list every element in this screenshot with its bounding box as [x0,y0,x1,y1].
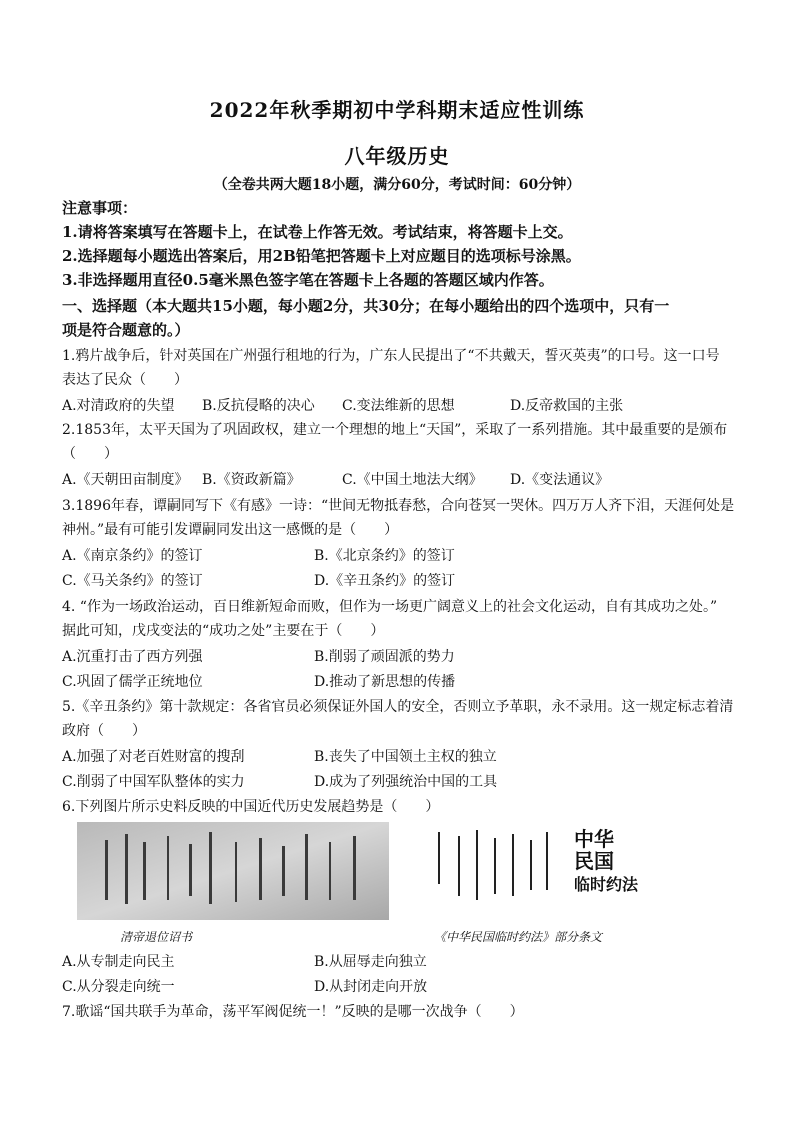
question-5-line-1: 5.《辛丑条约》第十款规定：各省官员必须保证外国人的安全，否则立予革职，永不录用。这一规定标志着清 [62,699,734,715]
question-4-option-b[interactable]: B.削弱了顽固派的势力 [314,649,455,665]
question-4-option-a[interactable]: A.沉重打击了西方列强 [62,649,203,665]
question-5-line-2: 政府（ ） [62,723,146,739]
edict-document-image [77,822,389,920]
question-5-option-a[interactable]: A.加强了对老百姓财富的搜刮 [62,749,245,765]
question-5-option-b[interactable]: B.丧失了中国领土主权的独立 [314,749,497,765]
notes-heading: 注意事项： [62,199,138,217]
question-1-option-b[interactable]: B.反抗侵略的决心 [202,398,315,414]
edict-texture-icon [77,822,389,920]
question-6-option-b[interactable]: B.从屈辱走向独立 [314,954,427,970]
image-caption-constitution: 《中华民国临时约法》部分条文 [434,930,603,944]
note-item-2: 2.选择题每小题选出答案后，用2B铅笔把答题卡上对应题目的选项标号涂黑。 [62,247,581,265]
question-4-option-c[interactable]: C.巩固了儒学正统地位 [62,674,203,690]
question-2-line-1: 2.1853年，太平天国为了巩固政权，建立一个理想的地上“天国”，采取了一系列措施。其中最重要的是颁布 [62,422,728,438]
exam-subject: 八年级历史 [344,144,450,168]
question-3-option-b[interactable]: B.《北京条约》的签订 [314,548,455,564]
question-3-option-d[interactable]: D.《辛丑条约》的签订 [314,573,456,589]
exam-title: 2022年秋季期初中学科期末适应性训练 [209,98,585,122]
question-3-line-1: 3.1896年春，谭嗣同写下《有感》一诗：“世间无物抵春愁，合向苍冥一哭休。四万万人齐下泪，天涯何处是 [62,498,735,514]
question-1-option-a[interactable]: A.对清政府的失望 [62,398,175,414]
question-4-line-2: 据此可知，戊戌变法的“成功之处”主要在于（ ） [62,623,385,639]
section-heading-line-1: 一、选择题（本大题共15小题，每小题2分，共30分；在每小题给出的四个选项中，只有一 [62,297,670,315]
question-3-option-c[interactable]: C.《马关条约》的签订 [62,573,203,589]
question-2-line-2: （ ） [62,446,118,462]
exam-info: （全卷共两大题18小题，满分60分，考试时间：60分钟） [213,177,581,193]
question-4-line-1: 4. “作为一场政治运动，百日维新短命而败，但作为一场更广阔意义上的社会文化运动，自有其成功之处。” [62,599,718,615]
section-heading-line-2: 项是符合题意的。） [62,321,190,339]
question-3-line-2: 神州。”最有可能引发谭嗣同发出这一感慨的是（ ） [62,522,399,538]
question-6-line-1: 6.下列图片所示史料反映的中国近代历史发展趋势是（ ） [62,799,440,815]
note-item-1: 1.请将答案填写在答题卡上，在试卷上作答无效。考试结束，将答题卡上交。 [62,223,573,241]
question-4-option-d[interactable]: D.推动了新思想的传播 [314,674,456,690]
constitution-heading: 中华 民国 临时约法 [574,827,639,894]
question-5-option-d[interactable]: D.成为了列强统治中国的工具 [314,774,498,790]
question-2-option-c[interactable]: C.《中国土地法大纲》 [342,472,483,488]
question-1-line-1: 1.鸦片战争后，针对英国在广州强行租地的行为，广东人民提出了“不共戴天，誓灭英夷”的口号。这一口号 [62,348,720,364]
question-2-option-a[interactable]: A.《天朝田亩制度》 [62,472,189,488]
question-1-option-d[interactable]: D.反帝救国的主张 [510,398,624,414]
question-2-option-d[interactable]: D.《变法通议》 [510,472,610,488]
question-1-option-c[interactable]: C.变法维新的思想 [342,398,455,414]
question-6-option-c[interactable]: C.从分裂走向统一 [62,979,175,995]
question-7-line-1: 7.歌谣“国共联手为革命，荡平军阀促统一！”反映的是哪一次战争（ ） [62,1004,524,1020]
question-2-option-b[interactable]: B.《资政新篇》 [202,472,301,488]
question-5-option-c[interactable]: C.削弱了中国军队整体的实力 [62,774,245,790]
question-6-option-a[interactable]: A.从专制走向民主 [62,954,175,970]
note-item-3: 3.非选择题用直径0.5毫米黑色签字笔在答题卡上各题的答题区域内作答。 [62,271,554,289]
constitution-document-image [424,822,664,920]
question-6-option-d[interactable]: D.从封闭走向开放 [314,979,428,995]
question-3-option-a[interactable]: A.《南京条约》的签订 [62,548,203,564]
question-1-line-2: 表达了民众（ ） [62,372,188,388]
image-caption-edict: 清帝退位诏书 [120,930,193,944]
